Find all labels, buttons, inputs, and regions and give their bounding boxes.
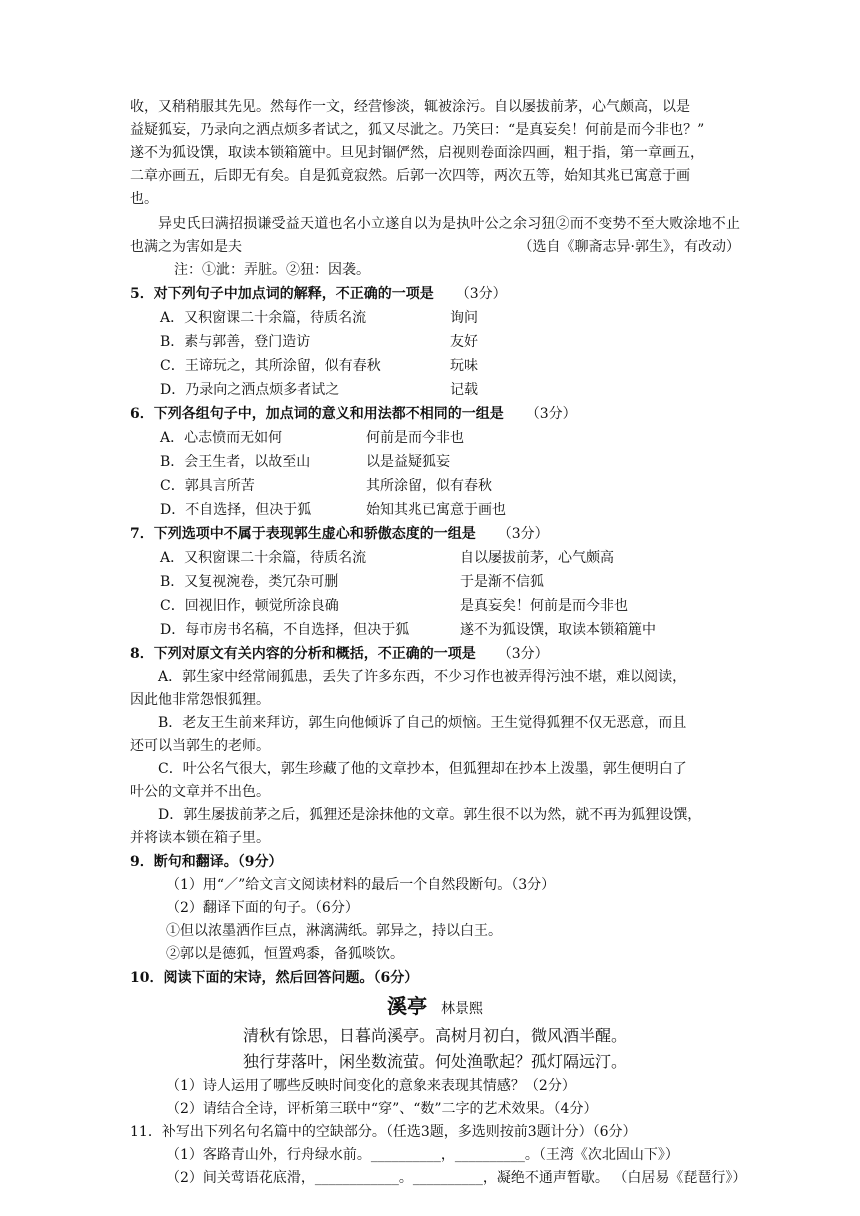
unpunctuated-paragraph <box>130 213 740 259</box>
q9-item: （2）翻译下面的句子。（6分） <box>166 900 359 916</box>
passage-line: 二章亦画五，后即无有矣。自是狐竟寂然。后郭一次四等，两次五等，始知其兆已寓意于画 <box>130 168 690 184</box>
question-5-stem: 5．对下列句子中加点词的解释，不正确的一项是 （3分） <box>130 286 507 302</box>
q9-sentence: ②郭以是德狐，恒置鸡黍，备狐啖饮。 <box>166 946 404 962</box>
q7-option-d: D．每市房书名稿，不自选择，但决于狐 遂不为狐设馔，取读本锁箱簏中 <box>160 622 656 638</box>
q5-option-d: D．乃录向之洒点烦多者试之 记载 <box>160 382 478 398</box>
poem-heading <box>130 992 740 1023</box>
passage-line: 也。 <box>130 191 158 207</box>
poem-line: 清秋有馀思，日暮尚溪亭。高树月初白，微风酒半醒。 <box>242 1026 627 1045</box>
q7-option-a: A．又积窗课二十余篇，待质名流 自以屡拔前茅，心气颇高 <box>160 550 614 566</box>
passage-line: 益疑狐妄，乃录向之洒点烦多者试之，狐又尽泚之。乃笑曰：“是真妄矣！何前是而今非也？” <box>130 122 705 138</box>
q6-option-a: A．心志愤而无如何 何前是而今非也 <box>160 430 464 446</box>
q6-option-c: C．郭具言所苦 其所涂留，似有春秋 <box>160 478 492 494</box>
question-10-stem: 10．阅读下面的宋诗，然后回答问题。（6分） <box>130 970 419 986</box>
q8-option-a: A．郭生家中经常闹狐患，丢失了许多东西，不少习作也被弄得污浊不堪，难以阅读， 因此他非常怨恨狐狸。 <box>130 669 687 708</box>
unpunctuated-text: 异史氏曰满招损谦受益天道也名小立遂自以为是执叶公之余习狃②而不变势不至大败涂地不止也满之为害如是夫 <box>130 216 740 255</box>
q11-item: （1）客路青山外，行舟绿水前。__________，__________。（王湾《次北固山下》） <box>166 1147 679 1163</box>
q7-option-b: B．又复视涴卷，类冗杂可删 于是渐不信狐 <box>160 574 544 590</box>
passage-line: 收，又稍稍服其先见。然每作一文，经营惨淡，辄被涂污。自以屡拔前茅，心气颇高，以是 <box>130 99 690 115</box>
q9-item: （1）用“／”给文言文阅读材料的最后一个自然段断句。（3分） <box>166 877 556 893</box>
question-11-stem: 11．补写出下列名句名篇中的空缺部分。（任选3题，多选则按前3题计分）（6分） <box>130 1124 637 1140</box>
q7-option-c: C．回视旧作，顿觉所涂良确 是真妄矣！何前是而今非也 <box>160 598 628 614</box>
q6-option-b: B．会王生者，以故至山 以是益疑狐妄 <box>160 454 450 470</box>
q5-option-c: C．王谛玩之，其所涂留，似有春秋 玩味 <box>160 358 478 374</box>
source-citation: （选自《聊斋志异·郭生》，有改动） <box>518 239 740 255</box>
q10-item: （2）请结合全诗，评析第三联中“穿”、“数”二字的艺术效果。（4分） <box>166 1101 598 1117</box>
passage-line: 遂不为狐设馔，取读本锁箱簏中。旦见封锢俨然，启视则卷面涂四画，粗于指，第一章画五， <box>130 145 704 161</box>
question-7-stem: 7．下列选项中不属于表现郭生虚心和骄傲态度的一组是 （3分） <box>130 526 549 542</box>
q11-item: （2）间关莺语花底滑，____________。__________，凝绝不通声暂歇。 （白居易《琵琶行》） <box>166 1170 747 1186</box>
passage-continuation <box>130 96 740 211</box>
q8-option-c: C．叶公名气很大，郭生珍藏了他的文章抄本，但狐狸却在抄本上泼墨，郭生便明白了 叶公的文章并不出色。 <box>130 761 687 800</box>
q5-option-b: B．素与郭善，登门造访 友好 <box>160 334 478 350</box>
poem-title: 溪亭 <box>387 994 427 1018</box>
question-6-stem: 6．下列各组句子中，加点词的意义和用法都不相同的一组是 （3分） <box>130 406 577 422</box>
q8-option-d: D．郭生屡拔前茅之后，狐狸还是涂抹他的文章。郭生很不以为然，就不再为狐狸设馔， 并将读本锁在箱子里。 <box>130 807 702 846</box>
q5-option-a: A．又积窗课二十余篇，待质名流 询问 <box>160 310 478 326</box>
poem-author: 林景熙 <box>441 1001 483 1017</box>
footnotes: 注：①泚：弄脏。②狃：因袭。 <box>174 262 370 278</box>
question-8-stem: 8．下列对原文有关内容的分析和概括，不正确的一项是 （3分） <box>130 646 549 662</box>
poem-line: 独行芽落叶，闲坐数流萤。何处渔歌起？孤灯隔远汀。 <box>242 1052 627 1071</box>
q9-sentence: ①但以浓墨洒作巨点，淋漓满纸。郭异之，持以白王。 <box>166 923 502 939</box>
q6-option-d: D．不自选择，但决于狐 始知其兆已寓意于画也 <box>160 502 506 518</box>
q10-item: （1）诗人运用了哪些反映时间变化的意象来表现其情感？（2分） <box>166 1078 576 1094</box>
question-9-stem: 9．断句和翻译。（9分） <box>130 854 283 870</box>
q8-option-b: B．老友王生前来拜访，郭生向他倾诉了自己的烦恼。王生觉得狐狸不仅无恶意，而且 还可以当郭生的老师。 <box>130 715 687 754</box>
exam-page <box>130 96 747 1190</box>
